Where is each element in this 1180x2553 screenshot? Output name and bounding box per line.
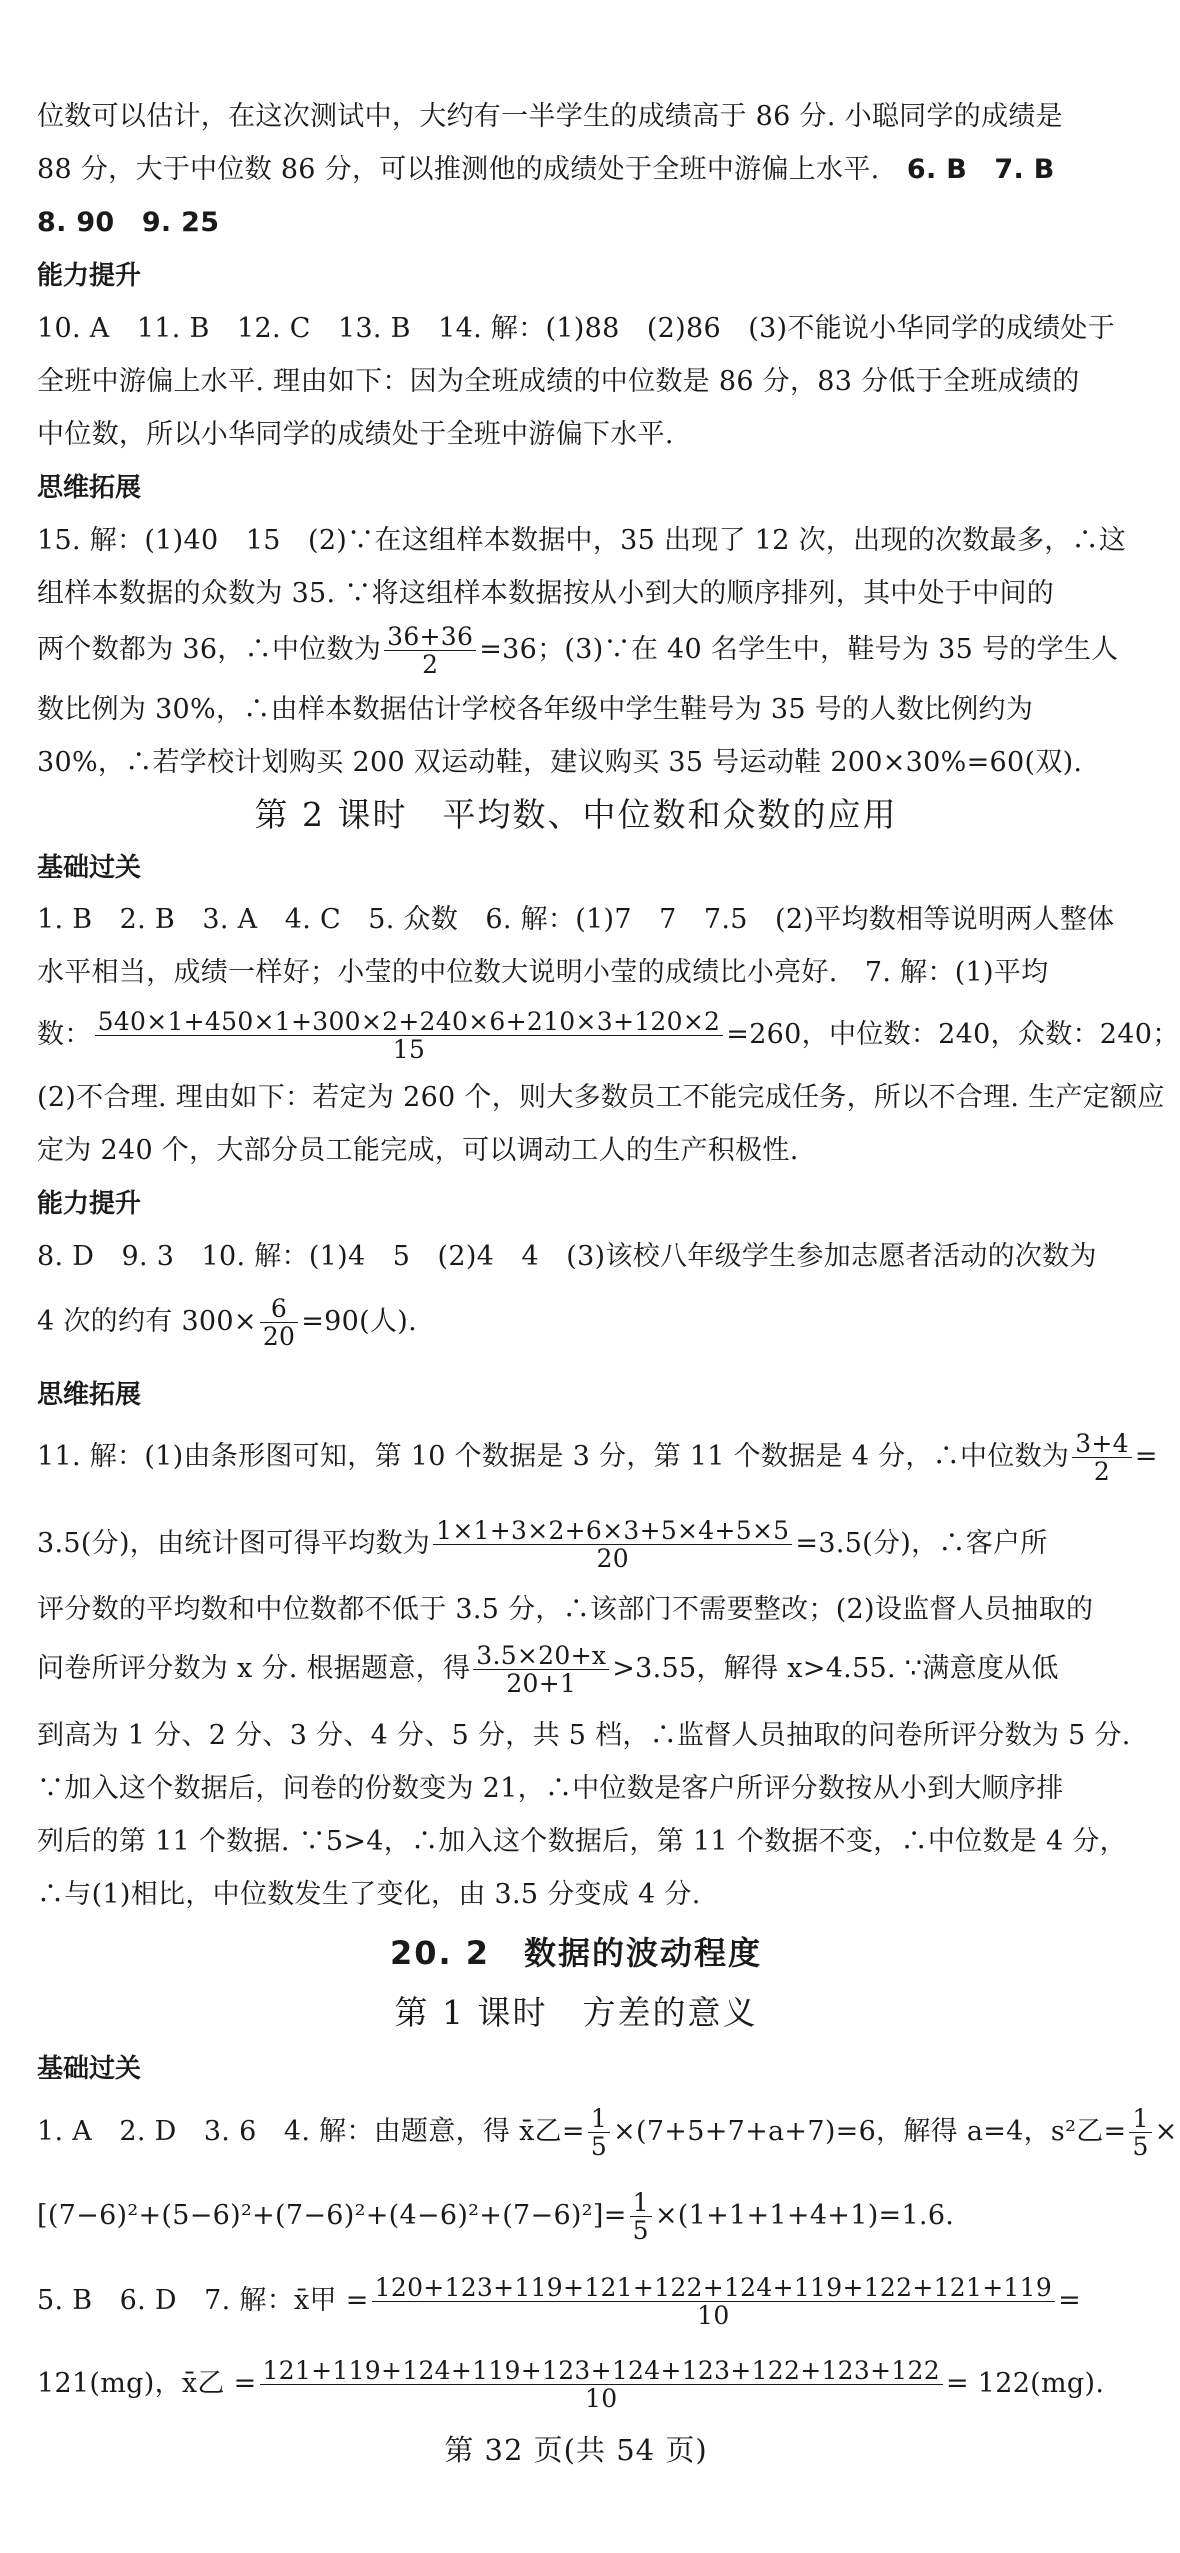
fraction: $\frac{3+4}{2}$ (1072, 1430, 1132, 1486)
text-line: 两个数都为 36，∴中位数为 $\frac{36+36}{2}$ =36；(3)∵在 40 名学生中，鞋号为 35 号的学生人 (37, 621, 1119, 679)
answer-span: 6. B 7. B (906, 154, 1055, 185)
page-footer: 第 32 页(共 54 页) (444, 2433, 708, 2467)
text-line: 水平相当，成绩一样好；小莹的中位数大说明小莹的成绩比小亮好. 7. 解：(1)平均 (37, 957, 1049, 988)
section-title: 第 2 课时 平均数、中位数和众数的应用 (254, 795, 898, 834)
text-line: ∵加入这个数据后，问卷的份数变为 21，∴中位数是客户所评分数按从小到大顺序排 (37, 1773, 1064, 1804)
section-heading: 能力提升 (37, 1189, 142, 1219)
text-line: 15. 解：(1)40 15 (2)∵在这组样本数据中，35 出现了 12 次，出现的次数最多，∴这 (37, 525, 1127, 556)
section-heading: 思维拓展 (37, 473, 142, 503)
text-line: 到高为 1 分、2 分、3 分、4 分、5 分，共 5 档，∴监督人员抽取的问卷所评分数为 5 分. (37, 1720, 1131, 1751)
section-heading: 基础过关 (37, 853, 142, 883)
section-heading: 能力提升 (37, 261, 142, 291)
chapter-title: 20. 2 数据的波动程度 (389, 1934, 763, 1972)
fraction: $\frac{1}{5}$ (630, 2189, 652, 2245)
fraction: $\frac{540\times 1+450\times 1+300\times 2+240\times 6+210\times 3+120\times 2}{15}$ (95, 1008, 724, 1064)
text-line: 3.5(分)，由统计图可得平均数为 $\frac{1\times 1+3\times 2+6\times 3+5\times 4+5\times 5}{20}$ =3.5(分)，∴客户所 (37, 1515, 1048, 1573)
text-line: 位数可以估计，在这次测试中，大约有一半学生的成绩高于 86 分. 小聪同学的成绩是 (37, 101, 1063, 132)
text-line: 全班中游偏上水平. 理由如下：因为全班成绩的中位数是 86 分，83 分低于全班成绩的 (37, 366, 1080, 397)
text-line: 问卷所评分数为 x 分. 根据题意，得 $\frac{3.5\times 20+x}{20+1}$ >3.55，解得 x>4.55. ∵满意度从低 (37, 1640, 1059, 1698)
text-line: 121(mg)，x̄乙 = $\frac{121+119+124+119+123+124+123+122+123+122}{10}$ = 122(mg). (37, 2355, 1105, 2413)
text-line: 中位数，所以小华同学的成绩处于全班中游偏下水平. (37, 419, 674, 450)
fraction: $\frac{36+36}{2}$ (384, 623, 476, 679)
text-line: 10. A 11. B 12. C 13. B 14. 解：(1)88 (2)86 (3)不能说小华同学的成绩处于 (37, 313, 1115, 344)
fraction: $\frac{121+119+124+119+123+124+123+122+123+122}{10}$ (260, 2357, 943, 2413)
text-line: [(7−6)²+(5−6)²+(7−6)²+(4−6)²+(7−6)²]= $\frac{1}{5}$ ×(1+1+1+4+1)=1.6. (37, 2187, 955, 2245)
text-line: 组样本数据的众数为 35. ∵将这组样本数据按从小到大的顺序排列，其中处于中间的 (37, 578, 1055, 609)
text-line: (2)不合理. 理由如下：若定为 260 个，则大多数员工不能完成任务，所以不合理. 生产定额应 (37, 1082, 1165, 1113)
section-title: 第 1 课时 方差的意义 (394, 1993, 758, 2032)
fraction: $\frac{6}{20}$ (260, 1295, 298, 1351)
text-line: 8. 90 9. 25 (37, 207, 220, 238)
text-line: 1. A 2. D 3. 6 4. 解：由题意，得 x̄乙= $\frac{1}{5}$ ×(7+5+7+a+7)=6，解得 a=4，s²乙= $\frac{1}{5}$ × (37, 2103, 1178, 2161)
fraction: $\frac{1\times 1+3\times 2+6\times 3+5\times 4+5\times 5}{20}$ (433, 1517, 792, 1573)
text-line: 8. D 9. 3 10. 解：(1)4 5 (2)4 4 (3)该校八年级学生参加志愿者活动的次数为 (37, 1241, 1097, 1272)
fraction: $\frac{120+123+119+121+122+124+119+122+121+119}{10}$ (372, 2274, 1055, 2330)
fraction: $\frac{1}{5}$ (1129, 2105, 1151, 2161)
text-line: 4 次的约有 300× $\frac{6}{20}$ =90(人). (37, 1293, 417, 1351)
text-line: 5. B 6. D 7. 解：x̄甲 = $\frac{120+123+119+121+122+124+119+122+121+119}{10}$ = (37, 2272, 1081, 2330)
text-line: 30%，∴若学校计划购买 200 双运动鞋，建议购买 35 号运动鞋 200×30%=60(双). (37, 747, 1083, 778)
section-heading: 思维拓展 (37, 1380, 142, 1410)
text-line: 88 分，大于中位数 86 分，可以推测他的成绩处于全班中游偏上水平. 6. B 7. B (37, 154, 1055, 185)
text-line: 1. B 2. B 3. A 4. C 5. 众数 6. 解：(1)7 7 7.5 (2)平均数相等说明两人整体 (37, 904, 1115, 935)
text-line: 评分数的平均数和中位数都不低于 3.5 分，∴该部门不需要整改；(2)设监督人员抽取的 (37, 1594, 1094, 1625)
text-line: 11. 解：(1)由条形图可知，第 10 个数据是 3 分，第 11 个数据是 4 分，∴中位数为 $\frac{3+4}{2}$ = (37, 1428, 1158, 1486)
fraction: $\frac{1}{5}$ (588, 2105, 610, 2161)
text-line: 数： $\frac{540\times 1+450\times 1+300\times 2+240\times 6+210\times 3+120\times 2}{15}$ =260，中位数：240，众数：240； (37, 1006, 1180, 1064)
section-heading: 基础过关 (37, 2054, 142, 2084)
text-line: 数比例为 30%，∴由样本数据估计学校各年级中学生鞋号为 35 号的人数比例约为 (37, 694, 1034, 725)
text-line: 定为 240 个，大部分员工能完成，可以调动工人的生产积极性. (37, 1135, 799, 1166)
text-line: ∴与(1)相比，中位数发生了变化，由 3.5 分变成 4 分. (37, 1879, 701, 1910)
fraction: $\frac{3.5\times 20+x}{20+1}$ (473, 1642, 609, 1698)
text-line: 列后的第 11 个数据. ∵5>4，∴加入这个数据后，第 11 个数据不变，∴中位数是 4 分， (37, 1826, 1127, 1857)
